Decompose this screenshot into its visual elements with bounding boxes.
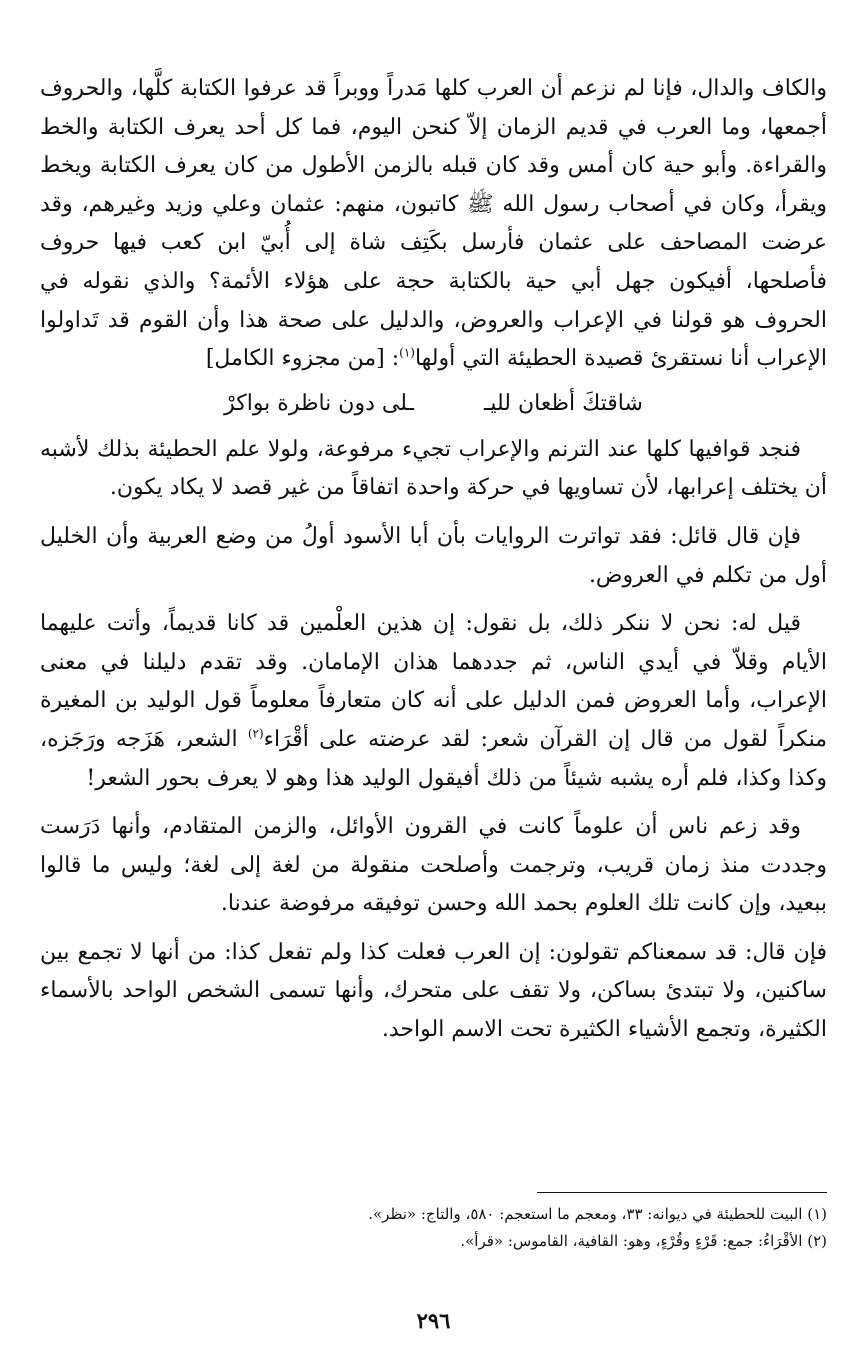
paragraph-4-text: قيل له: نحن لا ننكر ذلك، بل نقول: إن هذين العلْمين قد كانا قديماً، وأتت عليهما الأيام وقلاّ في أيدي الناس، ثم جددهما هذان الإمامان. وقد تقدم دليلنا في معنى الإعراب، وأما العروض فمن الدليل على أنه كان متعارفاً معلوماً قول الوليد بن المغيرة منكراً لقول من قال إن القرآن شعر: لقد عرضته على أقْرَاء <box>40 611 827 752</box>
page-number: ٢٩٦ <box>416 1308 451 1333</box>
footnote-ref-2: (٢) <box>247 726 264 741</box>
paragraph-4 <box>40 605 827 798</box>
verse-first-hemistich: شاقتكَ أظعان لليـ <box>483 390 643 416</box>
page-body <box>40 70 827 1050</box>
paragraph-4-tail: الشعر، هَزَجه ورَجَزه، وكذا وكذا، فلم أره يشبه شيئاً من ذلك أفيقول الوليد هذا وهو لا يعرف بحور الشعر! <box>40 726 827 791</box>
footnote-divider <box>537 1192 827 1193</box>
paragraph-1 <box>40 70 827 379</box>
poetry-verse <box>40 385 827 423</box>
paragraph-1-text: والكاف والدال، فإنا لم نزعم أن العرب كلها مَدراً ووبراً قد عرفوا الكتابة كلَّها، والحروف أجمعها، وما العرب في قديم الزمان إلاّ كنحن اليوم، فما كل أحد يعرف الكتابة والخط والقراءة. وأبو حية كان أمس وقد كان قبله بالزمن الأطول من كان يعرف الكتابة ويخط ويقرأ، وكان في أصحاب رسول الله ﷺ كاتبون، منهم: عثمان وعلي وزيد وغيرهم، وقد عرضت المصاحف على عثمان فأرسل بكَتِف شاة إلى أُبيّ ابن كعب فيها حروف فأصلحها، أفيكون جهل أبي حية بالكتابة حجة على هؤلاء الأئمة؟ والذي نقوله في الحروف هو قولنا في الإعراب والعروض، والدليل على صحة هذا وأن القوم قد تَداولوا الإعراب أنا نستقرئ قصيدة الحطيئة التي أولها <box>40 76 828 372</box>
paragraph-3: فإن قال قائل: فقد تواترت الروايات بأن أبا الأسود أولُ من وضع العربية وأن الخليل أول من تكلم في العروض. <box>40 523 827 588</box>
footnote-ref-1: (١) <box>399 345 415 360</box>
footnotes-section <box>40 1192 827 1255</box>
footnote-2: (٢) الأقْرَاءُ: جمع: قَرْءٍ وقُرْءٍ، وهو: القافية، القاموس: «قرأ». <box>460 1232 827 1250</box>
paragraph-6: فإن قال: قد سمعناكم تقولون: إن العرب فعلت كذا ولم تفعل كذا: من أنها لا تجمع بين ساكنين، ولا تبتدئ بساكن، ولا تقف على متحرك، وأنها تسمى الشخص الواحد بالأسماء الكثيرة، وتجمع الأشياء الكثيرة تحت الاسم الواحد. <box>40 939 827 1043</box>
verse-second-hemistich: ـلى دون ناظرة بواكرْ <box>224 390 414 416</box>
footnote-1: (١) البيت للحطيئة في ديوانه: ٣٣، ومعجم ما استعجم: ٥٨٠، والتاج: «نظر». <box>368 1205 827 1223</box>
paragraph-1-tail: : [من مجزوء الكامل] <box>205 346 400 372</box>
paragraph-5: وقد زعم ناس أن علوماً كانت في القرون الأوائل، والزمن المتقادم، وأنها دَرَست وجددت منذ زمان قريب، وترجمت وأصلحت منقولة من لغة إلى لغة؛ وليس ما قالوا ببعيد، وإن كانت تلك العلوم بحمد الله وحسن توفيقه مرفوضة عندنا. <box>40 814 827 917</box>
paragraph-2: فنجد قوافيها كلها عند الترنم والإعراب تجيء مرفوعة، ولولا علم الحطيئة بذلك لأشبه أن يختلف إعرابها، لأن تساويها في حركة واحدة اتفاقاً من غير قصد لا يكاد يكون. <box>40 436 827 501</box>
